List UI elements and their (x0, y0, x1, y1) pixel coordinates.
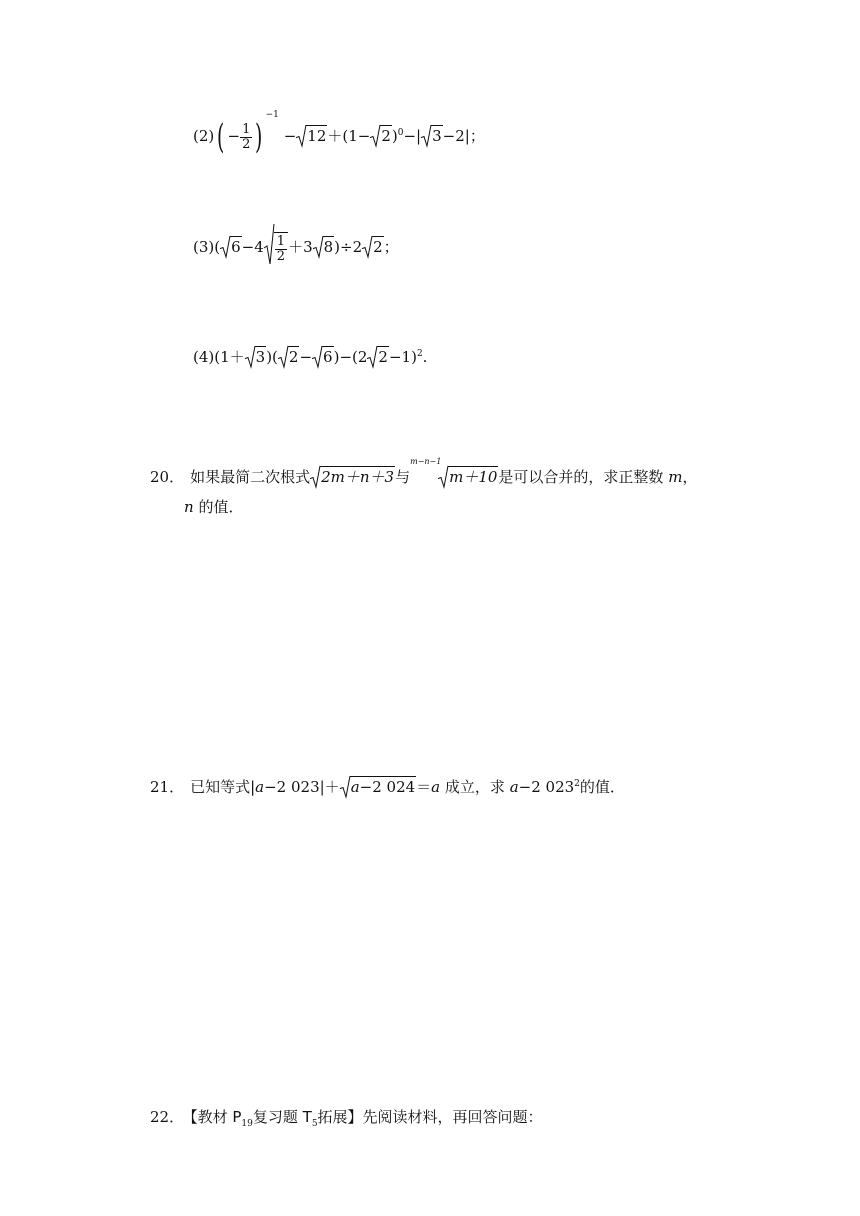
sqrt-2m-n-3: 2m＋n＋3 (310, 466, 395, 487)
sqrt-2: 2 (362, 236, 384, 257)
question-number: 21． (150, 778, 185, 796)
sqrt-2: 2 (278, 346, 300, 367)
sqrt-2: 2 (367, 346, 389, 367)
question-20-cont: n 的值． (184, 498, 244, 516)
fraction: $\frac{1}{2}$ (276, 234, 286, 264)
question-22: 22． 【教材 $P_{19}$复习题 $T_5$拓展】先阅读材料，再回答问题： (150, 1108, 543, 1129)
nth-root-m-10: m−n−1 m＋10 (438, 466, 498, 487)
fraction: $\frac{1}{2}$ (242, 121, 251, 152)
sqrt-2: 2 (370, 125, 392, 146)
exponent: −1 (265, 110, 279, 120)
sqrt-half (264, 232, 288, 264)
problem-3: (3)( 6−4 $\frac{1}{2}$ ＋3 8)÷2 2； (193, 232, 399, 264)
question-21: 21． 已知等式|a−2 023|＋ a−2 024＝a 成立，求 a−2 $023^2$的值． (150, 778, 625, 796)
root-index: m−n−1 (410, 457, 442, 466)
problem-3-label: (3)( (193, 238, 221, 256)
sqrt-12: 12 (296, 125, 327, 146)
question-20: 20． 如果最简二次根式 2m＋n＋3与 m−n−1 m＋10是可以合并的，求正整数 m， (150, 466, 697, 487)
sqrt-3: 3 (421, 125, 443, 146)
sqrt-3: 3 (245, 346, 267, 367)
question-number: 20． (150, 468, 185, 486)
problem-2: (2)( − $\frac{1}{2}$ )$^{-1}$ − 12＋(1− 2)$^0$−| 3−2|； (193, 110, 485, 157)
sqrt-6: 6 (220, 236, 242, 257)
problem-4-label: (4)(1＋ (193, 348, 245, 366)
sqrt-8: 8 (313, 236, 335, 257)
problem-4: (4)(1＋ 3)( 2− 6)−(2 2−1)$^2$. (193, 348, 428, 366)
sqrt-6: 6 (312, 346, 334, 367)
right-bracket: ) (255, 117, 263, 157)
sqrt-a-2024: a−2 024 (340, 776, 416, 797)
problem-2-label: (2) (193, 127, 215, 145)
question-number: 22． (150, 1108, 185, 1126)
left-bracket: ( (217, 117, 225, 157)
